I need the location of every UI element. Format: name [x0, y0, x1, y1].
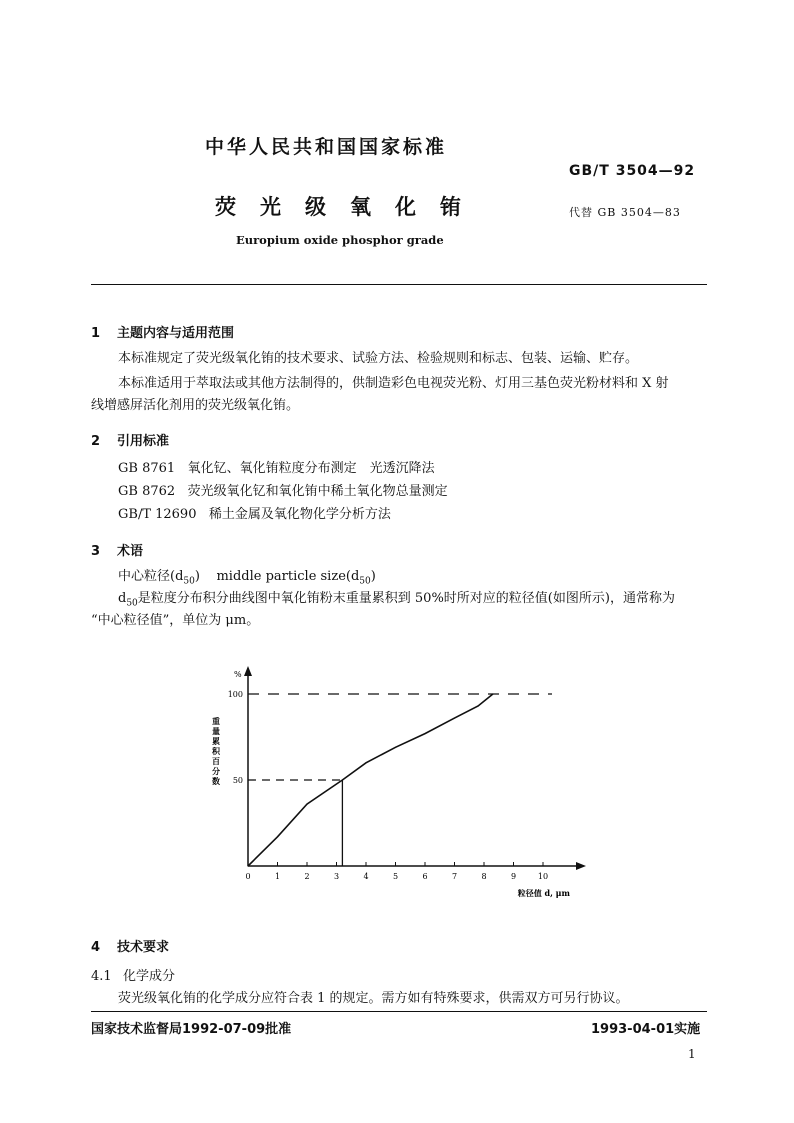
- x-tick-label: 10: [537, 872, 549, 881]
- paragraph: 线增感屏活化剂用的荧光级氧化铕。: [91, 398, 300, 413]
- x-tick-label: 4: [363, 872, 369, 881]
- y-axis-label-char: 分: [212, 766, 220, 776]
- reference-name: 稀土金属及氧化物化学分析方法: [208, 507, 391, 522]
- page-number: 1: [688, 1047, 696, 1061]
- subscript: 50: [359, 576, 371, 587]
- paragraph: 本标准适用于萃取法或其他方法制得的，供制造彩色电视荧光粉、灯用三基色荧光粉材料和 X 射: [118, 376, 669, 391]
- reference-code: GB 8762: [118, 484, 176, 499]
- paragraph: 本标准规定了荧光级氧化铕的技术要求、试验方法、检验规则和标志、包装、运输、贮存。: [118, 351, 639, 366]
- reference-code: GB/T 12690: [118, 507, 197, 522]
- document-title-english: Europium oxide phosphor grade: [236, 233, 444, 247]
- reference-item: [118, 504, 391, 525]
- y-axis-label-char: 积: [212, 746, 220, 756]
- reference-name: 氧化钇、氧化铕粒度分布测定 光透沉降法: [187, 461, 435, 476]
- x-tick-label: 6: [422, 872, 428, 881]
- y-axis-label-char: 数: [212, 776, 220, 786]
- symbol: d: [118, 591, 127, 606]
- x-axis-label: 粒径值 d, μm: [517, 888, 570, 898]
- footer-divider: [91, 1011, 707, 1012]
- x-tick-label: 1: [274, 872, 281, 881]
- section-number: 2: [91, 434, 101, 449]
- subscript: 50: [126, 598, 138, 609]
- term-definition-cont: “中心粒径值”，单位为 μm。: [91, 613, 260, 628]
- section-title: 引用标准: [117, 434, 170, 449]
- approval-date: 国家技术监督局1992-07-09批准: [91, 1022, 292, 1037]
- section-3-heading: [91, 540, 143, 559]
- subsection-4-1-heading: [91, 965, 175, 984]
- section-4-heading: [91, 936, 169, 955]
- curve-point: [454, 717, 455, 718]
- y-axis-label-char: 量: [212, 726, 220, 736]
- chart-axes: [244, 666, 586, 870]
- section-title: 术语: [117, 544, 144, 559]
- term-cn: 中心粒径(d: [118, 569, 184, 584]
- x-tick-label: 3: [333, 872, 340, 881]
- y-tick-label: 100: [227, 690, 243, 699]
- particle-distribution-chart: [200, 660, 600, 910]
- header-divider: [91, 284, 707, 285]
- section-title: 主题内容与适用范围: [117, 326, 235, 341]
- national-standard-heading: 中华人民共和国国家标准: [205, 136, 448, 158]
- curve-point: [277, 836, 278, 837]
- curve-point: [247, 865, 248, 866]
- y-axis-label-char: 重: [212, 716, 220, 726]
- x-axis-arrow: [576, 862, 586, 870]
- section-title: 技术要求: [117, 940, 170, 955]
- chart-marks: [247, 693, 552, 866]
- curve-point: [365, 762, 366, 763]
- y-axis-label-char: 百: [212, 756, 220, 766]
- standard-number: GB/T 3504—92: [569, 163, 696, 179]
- section-number: 1: [91, 326, 101, 341]
- term-cn-close: ): [194, 569, 200, 584]
- reference-item: [118, 458, 435, 479]
- y-unit-label: %: [234, 670, 242, 679]
- x-tick-label: 9: [510, 872, 517, 881]
- subsection-title: 化学成分: [123, 969, 176, 984]
- curve-point: [395, 747, 396, 748]
- curve-point: [306, 803, 307, 804]
- replaces-standard: 代替 GB 3504—83: [569, 206, 681, 219]
- chart-labels: [211, 670, 571, 898]
- curve-point: [342, 779, 343, 780]
- reference-name: 荧光级氧化钇和氧化铕中稀土氧化物总量测定: [187, 484, 448, 499]
- paragraph: 荧光级氧化铕的化学成分应符合表 1 的规定。需方如有特殊要求，供需双方可另行协议。: [118, 991, 629, 1006]
- x-tick-label: 8: [481, 872, 487, 881]
- curve-point: [424, 733, 425, 734]
- subsection-number: 4.1: [91, 969, 112, 984]
- section-1-heading: [91, 322, 234, 341]
- curve-point: [478, 705, 479, 706]
- reference-item: [118, 481, 448, 502]
- effective-date: 1993-04-01实施: [591, 1022, 701, 1037]
- subscript: 50: [183, 576, 195, 587]
- distribution-curve: [248, 694, 493, 866]
- term-en-close: ): [370, 569, 376, 584]
- section-number: 4: [91, 940, 101, 955]
- y-axis-arrow: [244, 666, 252, 676]
- reference-code: GB 8761: [118, 461, 176, 476]
- x-tick-label: 7: [451, 872, 458, 881]
- definition-text: 是粒度分布积分曲线图中氧化铕粉末重量累积到 50%时所对应的粒径值(如图所示)，通常称为: [137, 591, 675, 606]
- x-tick-label: 5: [392, 872, 399, 881]
- y-tick-label: 50: [232, 776, 243, 785]
- section-2-heading: [91, 430, 169, 449]
- x-tick-label: 2: [304, 872, 310, 881]
- term-en: middle particle size(d: [216, 569, 360, 584]
- y-axis-label-char: 累: [212, 736, 220, 746]
- curve-point: [492, 693, 493, 694]
- x-tick-label: 0: [245, 872, 251, 881]
- section-number: 3: [91, 544, 101, 559]
- document-title: 荧光级氧化铕: [215, 195, 485, 219]
